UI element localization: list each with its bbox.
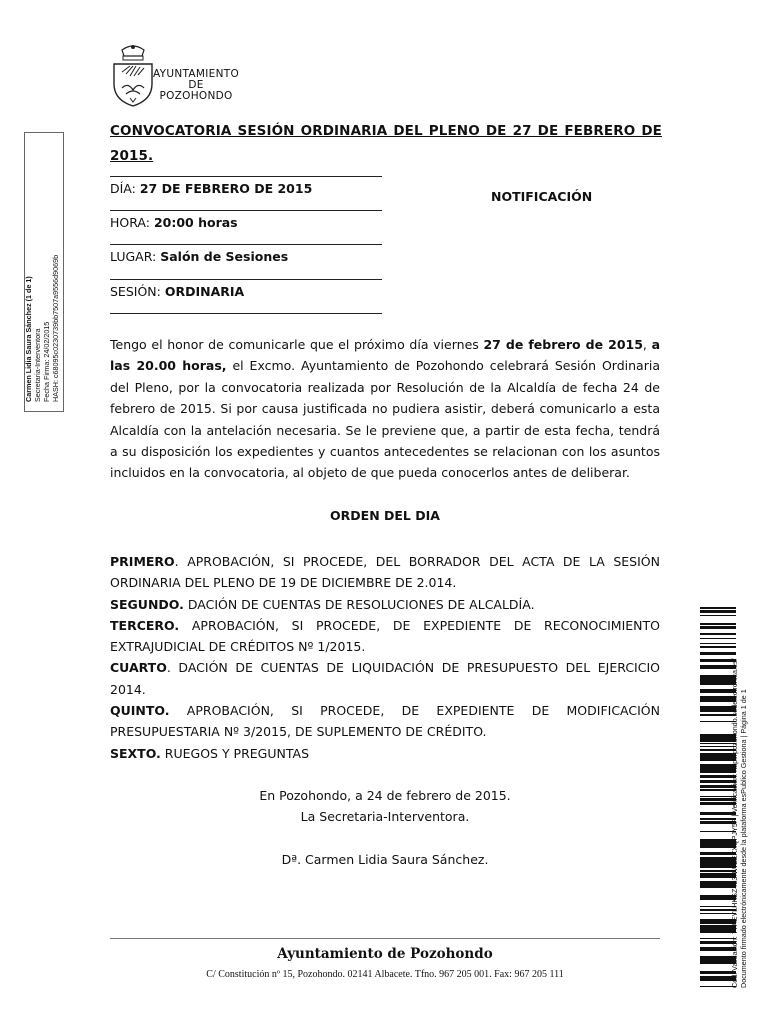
body-time: a las 20.00 horas, [110,337,661,374]
agenda-item-key: SEGUNDO. [110,596,184,612]
info-row-day [110,176,382,209]
stamp-date: Fecha Firma: 24/02/2015 [42,321,51,402]
agenda-item-text: . APROBACIÓN, SI PROCEDE, DEL BORRADOR DEL ACTA DE LA SESIÓN ORDINARIA DEL PLENO DE 19 DE DICIEMBRE DE 2.014. [110,554,660,591]
signature-role: La Secretaria-Interventora. [300,809,470,824]
validation-line-1: Cód. Validación: 77AEYLHKSZ4L3NWZEXXQPJY5P | Verificación: http://pozohondo.sedelectronica.es/ [730,658,739,988]
body-text-1: Tengo el honor de comunicarle que el próximo día viernes [110,337,484,352]
agenda-item-text: . DACIÓN DE CUENTAS DE LIQUIDACIÓN DE PRESUPUESTO DEL EJERCICIO 2014. [110,660,660,697]
agenda-title: ORDEN DEL DIA [330,508,440,523]
agenda-item-text: APROBACIÓN, SI PROCEDE, DE EXPEDIENTE DE RECONOCIMIENTO EXTRAJUDICIAL DE CRÉDITOS Nº 1/2015. [110,617,660,655]
signature-name: Dª. Carmen Lidia Saura Sánchez. [281,852,489,867]
agenda-item [110,657,660,700]
agenda-item-key: SEXTO. [110,745,161,761]
agenda-item [110,700,660,743]
org-line-3: POZOHONDO [159,90,233,102]
validation-line-2: Documento firmado electrónicamente desde la plataforma esPublico Gestiona | Página 1 de 1 [739,689,748,988]
body-paragraph [110,334,660,484]
agenda-item-key: TERCERO. [110,617,180,633]
agenda-item [110,551,660,594]
org-name [148,69,244,102]
body-text-2: , [642,337,652,352]
agenda-item [110,615,660,658]
info-value: 20:00 horas [153,215,238,230]
org-line-2: DE [188,79,204,91]
validation-text [730,648,756,988]
org-line-1: AYUNTAMIENTO [152,68,240,80]
agenda-list [110,551,660,764]
agenda-item-key: PRIMERO [110,554,175,569]
info-label: SESIÓN: [110,284,165,299]
body-text-3: el Excmo. Ayuntamiento de Pozohondo celebrará Sesión Ordinaria del Pleno, por la convocatoria realizada por Resolución de la Alcaldía de fecha 24 de febrero de 2015. Si por causa justificada no pudiera asistir, deberá comunicarlo a esta Alcaldía con la antelación necesaria. Se le previene que, a partir de esta fecha, tendrá a su disposición los expedientes y cuantos antecedentes se relacionan con los asuntos incluidos en la convocatoria, al objeto de que pueda conocerlos antes de deliberar. [110,358,660,481]
info-value: ORDINARIA [164,284,245,299]
footer-org-name: Ayuntamiento de Pozohondo [277,946,493,962]
footer-divider [110,938,660,939]
footer-address: C/ Constitución nº 15, Pozohondo. 02141 Albacete. Tfno. 967 205 001. Fax: 967 205 111 [206,969,564,980]
signature-stamp-text [24,142,60,402]
info-row-time [110,210,382,243]
info-label: DÍA: [110,181,140,196]
notification-label: NOTIFICACIÓN [491,189,593,204]
agenda-item-text: DACIÓN DE CUENTAS DE RESOLUCIONES DE ALCALDÍA. [183,596,535,612]
document-title: CONVOCATORIA SESIÓN ORDINARIA DEL PLENO DE 27 DE FEBRERO DE 2015. [110,123,662,164]
info-label: LUGAR: [110,249,161,264]
agenda-item-key: QUINTO. [110,703,170,719]
agenda-item-key: CUARTO [110,660,167,676]
info-bottom-rule [110,313,382,314]
signature-place-date: En Pozohondo, a 24 de febrero de 2015. [259,788,511,803]
agenda-item [110,594,660,615]
info-row-session [110,279,382,312]
agenda-item-text: RUEGOS Y PREGUNTAS [160,745,310,761]
stamp-hash: HASH: c68095c0230739bb7507a9556d9069b [51,254,60,402]
info-label: HORA: [110,215,154,230]
body-date: 27 de febrero de 2015 [483,337,643,352]
info-value: 27 DE FEBRERO DE 2015 [139,181,313,196]
info-value: Salón de Sesiones [160,249,289,264]
agenda-item-text: APROBACIÓN, SI PROCEDE, DE EXPEDIENTE DE MODIFICACIÓN PRESUPUESTARIA Nº 3/2015, DE SUPLEMENTO DE CRÉDITO. [110,703,660,740]
agenda-item [110,743,660,764]
stamp-signer: Carmen Lidia Saura Sánchez (1 de 1) [24,276,33,402]
info-row-place [110,244,382,277]
stamp-role: Secretaria-Interventora [33,328,42,402]
